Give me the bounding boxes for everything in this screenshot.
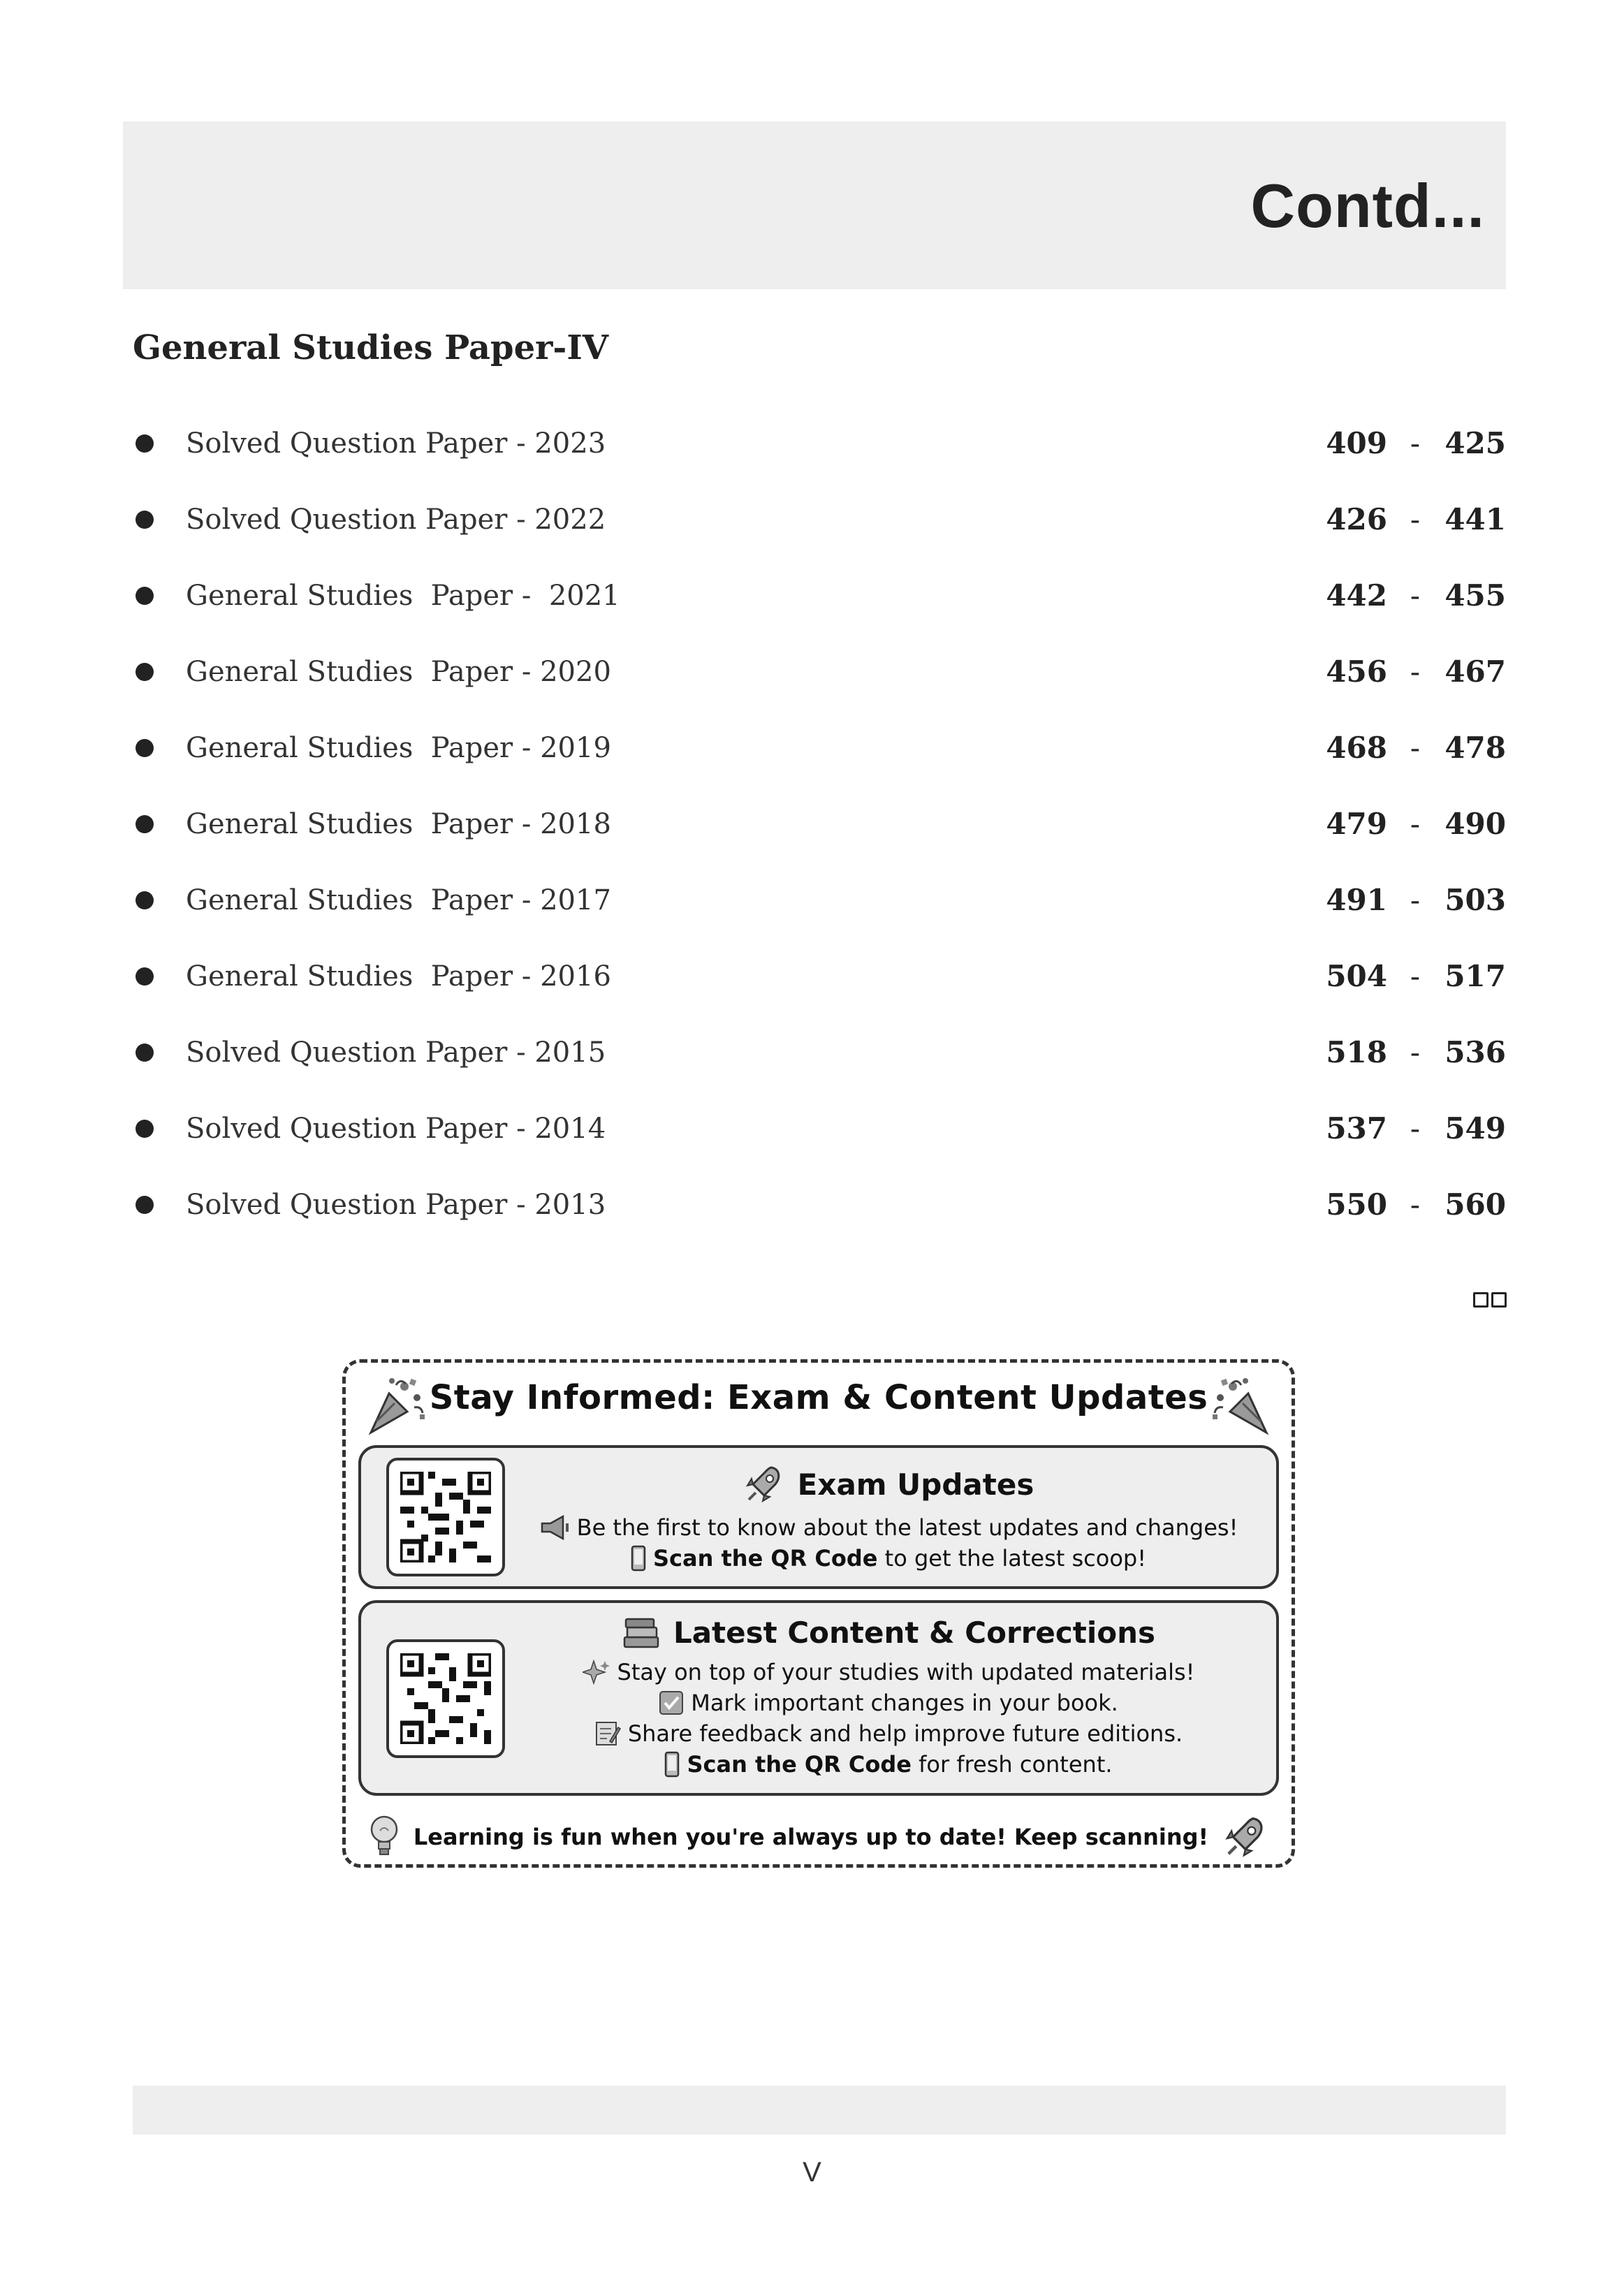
latest-content-line-2 [515, 1688, 1262, 1718]
info-box [342, 1359, 1295, 1868]
latest-content-panel [358, 1600, 1279, 1796]
toc-page-start: 468 [1326, 731, 1387, 765]
latest-content-heading [515, 1616, 1262, 1650]
bullet-icon [136, 1196, 154, 1214]
toc-page-separator: - [1410, 807, 1421, 841]
qr-code-icon[interactable] [386, 1458, 505, 1576]
toc-page-range [1324, 959, 1506, 993]
toc-page-start: 537 [1326, 1111, 1387, 1145]
bullet-icon [136, 587, 154, 605]
bullet-icon [136, 815, 154, 833]
toc-page-end: 517 [1444, 959, 1506, 993]
toc-page-end: 441 [1444, 502, 1506, 536]
header-band [123, 122, 1506, 289]
exam-updates-content [515, 1463, 1262, 1574]
megaphone-icon [539, 1515, 570, 1540]
exam-updates-line-1-text: Be the first to know about the latest updates and changes! [576, 1514, 1238, 1541]
latest-content-scan-bold: Scan the QR Code [687, 1751, 912, 1778]
toc-row [133, 1014, 1506, 1090]
toc-page-start: 518 [1326, 1035, 1387, 1069]
toc-row [133, 405, 1506, 481]
latest-content-line-1-text: Stay on top of your studies with updated materials! [617, 1659, 1195, 1685]
toc-page-start: 550 [1326, 1187, 1387, 1222]
bullet-icon [136, 967, 154, 986]
toc-page-range [1324, 502, 1506, 536]
toc-page-start: 491 [1326, 883, 1387, 917]
light-bulb-icon [369, 1814, 400, 1860]
box-icon [1473, 1292, 1488, 1308]
bullet-icon [136, 1044, 154, 1062]
toc-page-range [1324, 578, 1506, 613]
box-icon [1491, 1292, 1507, 1308]
rocket-icon [1222, 1814, 1268, 1860]
toc-page-end: 560 [1444, 1187, 1506, 1222]
toc-list [133, 405, 1506, 1243]
latest-content-line-3-text: Share feedback and help improve future editions. [627, 1720, 1183, 1747]
phone-icon [631, 1545, 646, 1572]
bullet-icon [136, 1120, 154, 1138]
exam-updates-line-1 [515, 1512, 1262, 1543]
toc-label: General Studies Paper - 2021 [186, 579, 620, 612]
toc-row [133, 634, 1506, 710]
toc-page-separator: - [1410, 883, 1421, 917]
toc-page-range [1324, 426, 1506, 460]
toc-page-separator: - [1410, 959, 1421, 993]
bullet-icon [136, 663, 154, 681]
qr-code-icon[interactable] [386, 1639, 505, 1758]
toc-page-range [1324, 1187, 1506, 1222]
toc-page-separator: - [1410, 731, 1421, 765]
toc-label: General Studies Paper - 2018 [186, 807, 611, 840]
sparkles-icon [583, 1660, 610, 1685]
toc-page-range [1324, 654, 1506, 689]
check-box-icon [659, 1690, 684, 1715]
exam-updates-heading-text: Exam Updates [797, 1467, 1034, 1502]
toc-label: General Studies Paper - 2017 [186, 884, 611, 916]
toc-label: Solved Question Paper - 2015 [186, 1036, 606, 1069]
qr-code-graphic [400, 1472, 491, 1562]
exam-updates-line-2 [515, 1543, 1262, 1574]
toc-row [133, 938, 1506, 1014]
latest-content-scan-rest: for fresh content. [911, 1751, 1113, 1778]
toc-row [133, 862, 1506, 938]
memo-icon [594, 1720, 621, 1747]
toc-page-end: 503 [1444, 883, 1506, 917]
phone-icon [664, 1751, 680, 1778]
exam-updates-scan-bold: Scan the QR Code [652, 1545, 878, 1572]
header-title: Contd... [1250, 171, 1485, 240]
toc-page-start: 479 [1326, 807, 1387, 841]
exam-updates-heading [515, 1463, 1262, 1505]
section-title: General Studies Paper-IV [133, 328, 609, 367]
end-mark-icon [1473, 1292, 1507, 1308]
toc-page-end: 490 [1444, 807, 1506, 841]
toc-page-end: 425 [1444, 426, 1506, 460]
toc-row [133, 1166, 1506, 1243]
toc-page-start: 456 [1326, 654, 1387, 689]
latest-content-line-3 [515, 1718, 1262, 1749]
latest-content-heading-text: Latest Content & Corrections [673, 1616, 1156, 1650]
toc-page-separator: - [1410, 1111, 1421, 1145]
toc-page-end: 455 [1444, 578, 1506, 613]
toc-page-separator: - [1410, 1187, 1421, 1222]
toc-row [133, 786, 1506, 862]
info-box-footer-text: Learning is fun when you're always up to date! Keep scanning! [413, 1824, 1209, 1850]
toc-page-separator: - [1410, 1035, 1421, 1069]
qr-code-graphic [400, 1653, 491, 1744]
toc-page-start: 504 [1326, 959, 1387, 993]
latest-content-line-2-text: Mark important changes in your book. [691, 1690, 1118, 1716]
toc-row [133, 710, 1506, 786]
exam-updates-scan-rest: to get the latest scoop! [877, 1545, 1147, 1572]
bullet-icon [136, 739, 154, 757]
toc-label: General Studies Paper - 2020 [186, 655, 611, 688]
latest-content-content [515, 1616, 1262, 1780]
exam-updates-panel [358, 1445, 1279, 1589]
toc-page-end: 467 [1444, 654, 1506, 689]
bullet-icon [136, 891, 154, 909]
toc-page-start: 409 [1326, 426, 1387, 460]
toc-label: Solved Question Paper - 2022 [186, 503, 606, 536]
toc-label: General Studies Paper - 2016 [186, 960, 611, 993]
toc-page-separator: - [1410, 502, 1421, 536]
page-number: V [803, 2157, 821, 2188]
toc-label: General Studies Paper - 2019 [186, 731, 611, 764]
latest-content-line-4 [515, 1749, 1262, 1780]
toc-row [133, 557, 1506, 634]
info-box-footer [346, 1814, 1292, 1860]
toc-page-range [1324, 883, 1506, 917]
toc-page-separator: - [1410, 578, 1421, 613]
bullet-icon [136, 434, 154, 453]
toc-page-range [1324, 807, 1506, 841]
latest-content-line-1 [515, 1657, 1262, 1688]
toc-row [133, 1090, 1506, 1166]
toc-page-range [1324, 1111, 1506, 1145]
books-icon [622, 1616, 661, 1650]
toc-page-range [1324, 1035, 1506, 1069]
toc-label: Solved Question Paper - 2014 [186, 1112, 606, 1145]
toc-page-separator: - [1410, 654, 1421, 689]
info-box-title: Stay Informed: Exam & Content Updates [429, 1378, 1208, 1417]
footer-band [133, 2086, 1506, 2135]
bullet-icon [136, 511, 154, 529]
toc-page-start: 442 [1326, 578, 1387, 613]
toc-row [133, 481, 1506, 557]
rocket-icon [743, 1463, 785, 1505]
toc-page-end: 478 [1444, 731, 1506, 765]
toc-page-start: 426 [1326, 502, 1387, 536]
toc-label: Solved Question Paper - 2023 [186, 427, 606, 460]
toc-page-end: 549 [1444, 1111, 1506, 1145]
toc-page-range [1324, 731, 1506, 765]
toc-page-separator: - [1410, 426, 1421, 460]
toc-page-end: 536 [1444, 1035, 1506, 1069]
toc-label: Solved Question Paper - 2013 [186, 1188, 606, 1221]
